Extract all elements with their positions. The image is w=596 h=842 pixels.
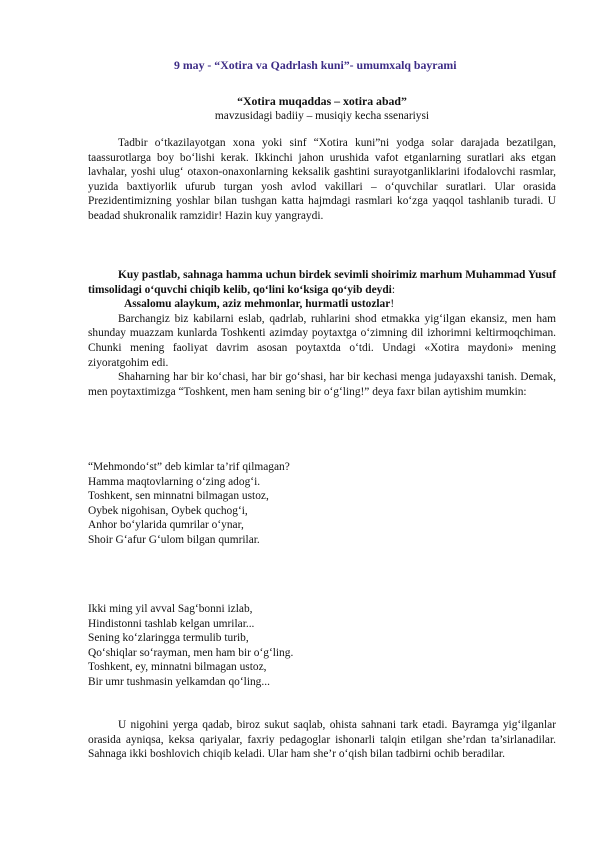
poem-line: Qo‘shiqlar so‘rayman, men ham bir o‘g‘ling.: [88, 646, 294, 659]
poem-line: “Mehmondo‘st” deb kimlar ta’rif qilmagan?: [88, 461, 290, 473]
stage-direction-suffix: :: [391, 283, 396, 296]
stage-direction-section: [88, 268, 556, 399]
poem-line: Toshkent, sen minnatni bilmagan ustoz,: [88, 490, 269, 503]
poem-line: Shoir G‘afur G‘ulom bilgan qumrilar.: [88, 533, 260, 546]
event-title: “Xotira muqaddas – xotira abad”: [237, 94, 407, 108]
closing-paragraph: U nigohini yerga qadab, biroz sukut saqlab, ohista sahnani tark etadi. Bayramga yig‘ilganlar orasida ayniqsa, keksa qariyalar, faxriy pedagoglar ishonarli talqin etilgan she’rdan ta’sirlanadilar. Sahnaga ikki boshlovich chiqib keladi. Ular ham she’r o‘qish bilan tadbirni ochib beradilar.: [88, 719, 556, 761]
poem-line: Anhor bo‘ylarida qumrilar o‘ynar,: [88, 519, 244, 532]
speech-paragraph-1: Barchangiz biz kabilarni eslab, qadrlab, ruhlarini shod etmakka yig‘ilgan ekansiz, men ham shunday muazzam kunlarda Toshkenti azimday poytaxtga o‘zimning dil izhorimni keltirmoqchiman. Chunki mening faoliyat davrim asosan poytaxtda o‘tdi. Undagi «Xotira maydoni» mening ziyoratgohim edi.: [88, 312, 556, 369]
stage-direction-text: Kuy pastlab, sahnaga hamma uchun birdek sevimli shoirimiz marhum Muhammad Yusuf timsolidagi o‘quvchi chiqib kelib, qo‘lini ko‘ksiga qo‘yib deydi: [88, 269, 556, 296]
poem-line: Hindistonni tashlab kelgan umrilar...: [88, 617, 255, 630]
event-subtitle: mavzusidagi badiiy – musiqiy kecha ssenariysi: [214, 110, 430, 122]
speech-paragraph-2: Shaharning har bir ko‘chasi, har bir go‘shasi, har bir kechasi menga judayaxshi tanish. Demak, men poytaxtimizga “Toshkent, men ham sening bir o‘g‘ling!” deya faxr bilan aytishim mumkin:: [88, 371, 556, 398]
poem-line: Hamma maqtovlarning o‘zing adog‘i.: [88, 475, 261, 488]
greeting-suffix: !: [390, 298, 395, 311]
poem-line: Bir umr tushmasin yelkamdan qo‘ling...: [88, 675, 270, 688]
poem-line: Ikki ming yil avval Sag‘bonni izlab,: [88, 603, 253, 615]
poem-stanza-1: [88, 460, 556, 548]
greeting-text: Assalomu alaykum, aziz mehmonlar, hurmatli ustozlar: [124, 298, 391, 311]
closing-section: [88, 718, 556, 762]
poem-stanza-2: [88, 602, 556, 690]
stage-direction: [88, 268, 556, 297]
poem-line: Oybek nigohisan, Oybek quchog‘i,: [88, 504, 248, 517]
intro-paragraph: Tadbir o‘tkazilayotgan xona yoki sinf “Xotira kuni”ni yodga solar darajada bezatilgan, taassurotlarga boy bo‘lishi kerak. Ikkinchi jahon urushida vafot etganlarning suratlari aks etgan lavhalar, yoshi ulug‘ otaxon-onaxonlarning keksalik gashtini surayotganliklarini ifodalovchi rasmlar, yuzida baxtiyorlik ufurub turgan yosh avlod vakillari – o‘quvchilar suratlari. Ular orasida Prezidentimizning yoshlar bilan tushgan katta hajmdagi rasmlari ko‘zga yaqqol tashlanib turadi. U beadad shukronalik ramzidir! Hazin kuy yangraydi.: [88, 137, 556, 222]
intro-section: [88, 136, 556, 224]
greeting-line: [88, 297, 556, 312]
poem-line: Sening ko‘zlaringga termulib turib,: [88, 632, 249, 645]
document-date-title: 9 may - “Xotira va Qadrlash kuni”- umumxalq bayrami: [174, 58, 457, 72]
poem-line: Toshkent, ey, minnatni bilmagan ustoz,: [88, 661, 267, 674]
